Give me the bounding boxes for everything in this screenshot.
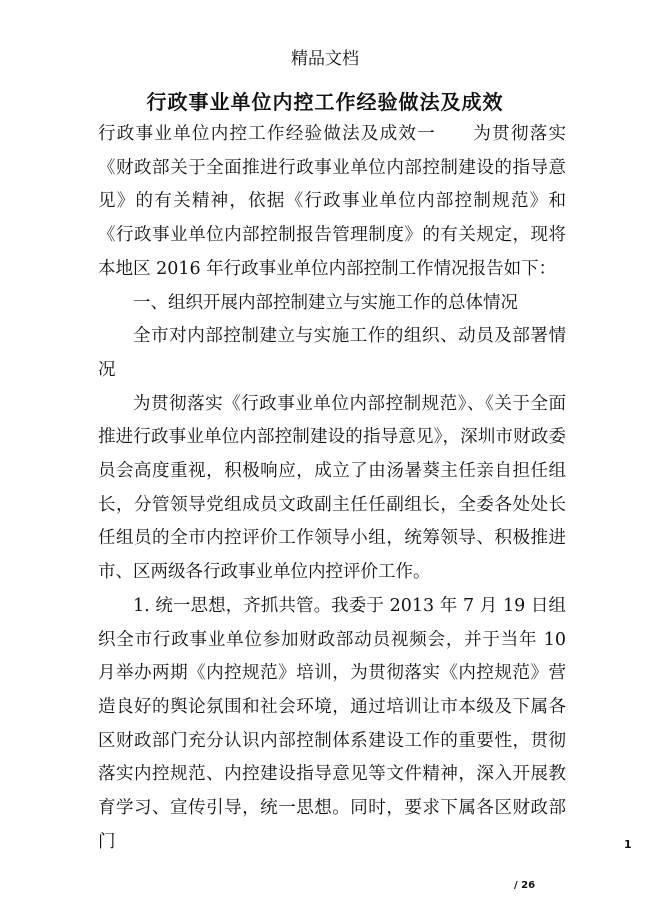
page-total: / 26 xyxy=(514,880,536,891)
paragraph-2: 1. 统一思想，齐抓共管。我委于 2013 年 7 月 19 日组织全市行政事业单位参加财政部动员视频会，并于当年 10 月举办两期《内控规范》培训，为贯彻落实《内控规范》营造良好的舆论氛围和社会环境，通过培训让市本级及下属各区财政部门充分认识内部控制体系建设工作的重要性，贯彻落实内控规范、内控建设指导意见等文件精神，深入开展教育学习、宣传引导，统一思想。同时，要求下属各区财政部门 xyxy=(98,595,566,852)
paragraph-1: 为贯彻落实《行政事业单位内部控制规范》、《关于全面推进行政事业单位内部控制建设的指导意见》，深圳市财政委员会高度重视，积极响应，成立了由汤暑葵主任亲自担任组长，分管领导党组成员文政副主任任副组长，全委各处处长任组员的全市内控评价工作领导小组，统筹领导、积极推进市、区两级各行政事业单位内控评价工作。 xyxy=(98,393,566,583)
document-body xyxy=(98,118,566,859)
page-number: 1 xyxy=(624,838,632,851)
subheading: 全市对内部控制建立与实施工作的组织、动员及部署情况 xyxy=(98,326,566,380)
intro-text: 为贯彻落实《财政部关于全面推进行政事业单位内部控制建设的指导意见》的有关精神，依据《行政事业单位内部控制规范》和《行政事业单位内部控制报告管理制度》的有关规定，现将本地区 2016 年行政事业单位内部控制工作情况报告如下： xyxy=(98,124,567,279)
intro-paragraph xyxy=(98,118,566,287)
intro-lead: 行政事业单位内控工作经验做法及成效一 xyxy=(98,124,437,144)
section-heading: 一、组织开展内部控制建立与实施工作的总体情况 xyxy=(133,292,518,313)
document-header: 精品文档 xyxy=(291,49,359,69)
document-title: 行政事业单位内控工作经验做法及成效 xyxy=(146,90,504,114)
